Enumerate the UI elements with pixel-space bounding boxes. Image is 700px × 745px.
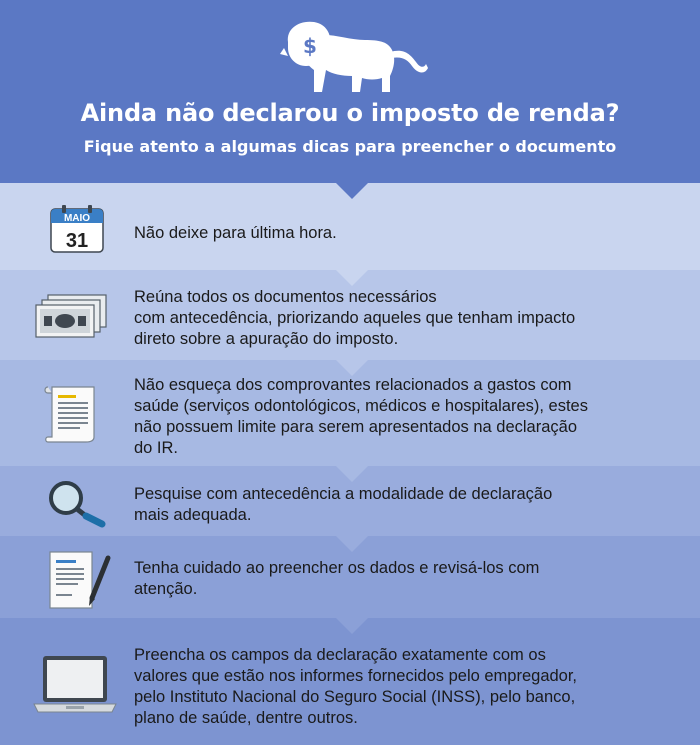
receipt-icon: [44, 385, 100, 443]
calendar-icon: [50, 205, 104, 253]
tip-item: [0, 270, 700, 360]
tip-text: Não deixe para última hora.: [134, 224, 337, 242]
documents-icon: [34, 294, 108, 340]
calendar-month: MAIO: [63, 213, 91, 224]
header: [0, 0, 700, 183]
magnifier-icon: [46, 480, 108, 528]
lion-dollar-icon: [270, 18, 430, 98]
calendar-day: 31: [65, 230, 89, 252]
svg-text:$: $: [303, 34, 317, 58]
tip-text: Preencha os campos da declaração exatamente com os valores que estão nos informes fornecidos pelo empregador, pelo Instituto Nacional do Seguro Social (INSS), pelo banco, plano de saúde, dentre outros.: [134, 646, 578, 727]
tip-text: Tenha cuidado ao preencher os dados e revisá-los com atenção.: [134, 559, 540, 598]
tip-text: Não esqueça dos comprovantes relacionados a gastos com saúde (serviços odontológicos, médicos e hospitalares), estes não possuem limite para serem apresentados na declaração do IR.: [134, 376, 588, 457]
form-pen-icon: [48, 550, 114, 612]
page-title: Ainda não declarou o imposto de renda?: [80, 99, 620, 127]
tip-item: [0, 360, 700, 466]
tip-item: [0, 536, 700, 618]
laptop-icon: [32, 654, 118, 716]
tip-item: [0, 466, 700, 536]
tip-text: Pesquise com antecedência a modalidade de declaração mais adequada.: [134, 485, 553, 524]
page-subtitle: Fique atento a algumas dicas para preencher o documento: [83, 137, 617, 156]
tip-text: Reúna todos os documentos necessários com antecedência, priorizando aqueles que tenham impacto direto sobre a apuração do imposto.: [134, 288, 576, 348]
tip-item: [0, 618, 700, 745]
